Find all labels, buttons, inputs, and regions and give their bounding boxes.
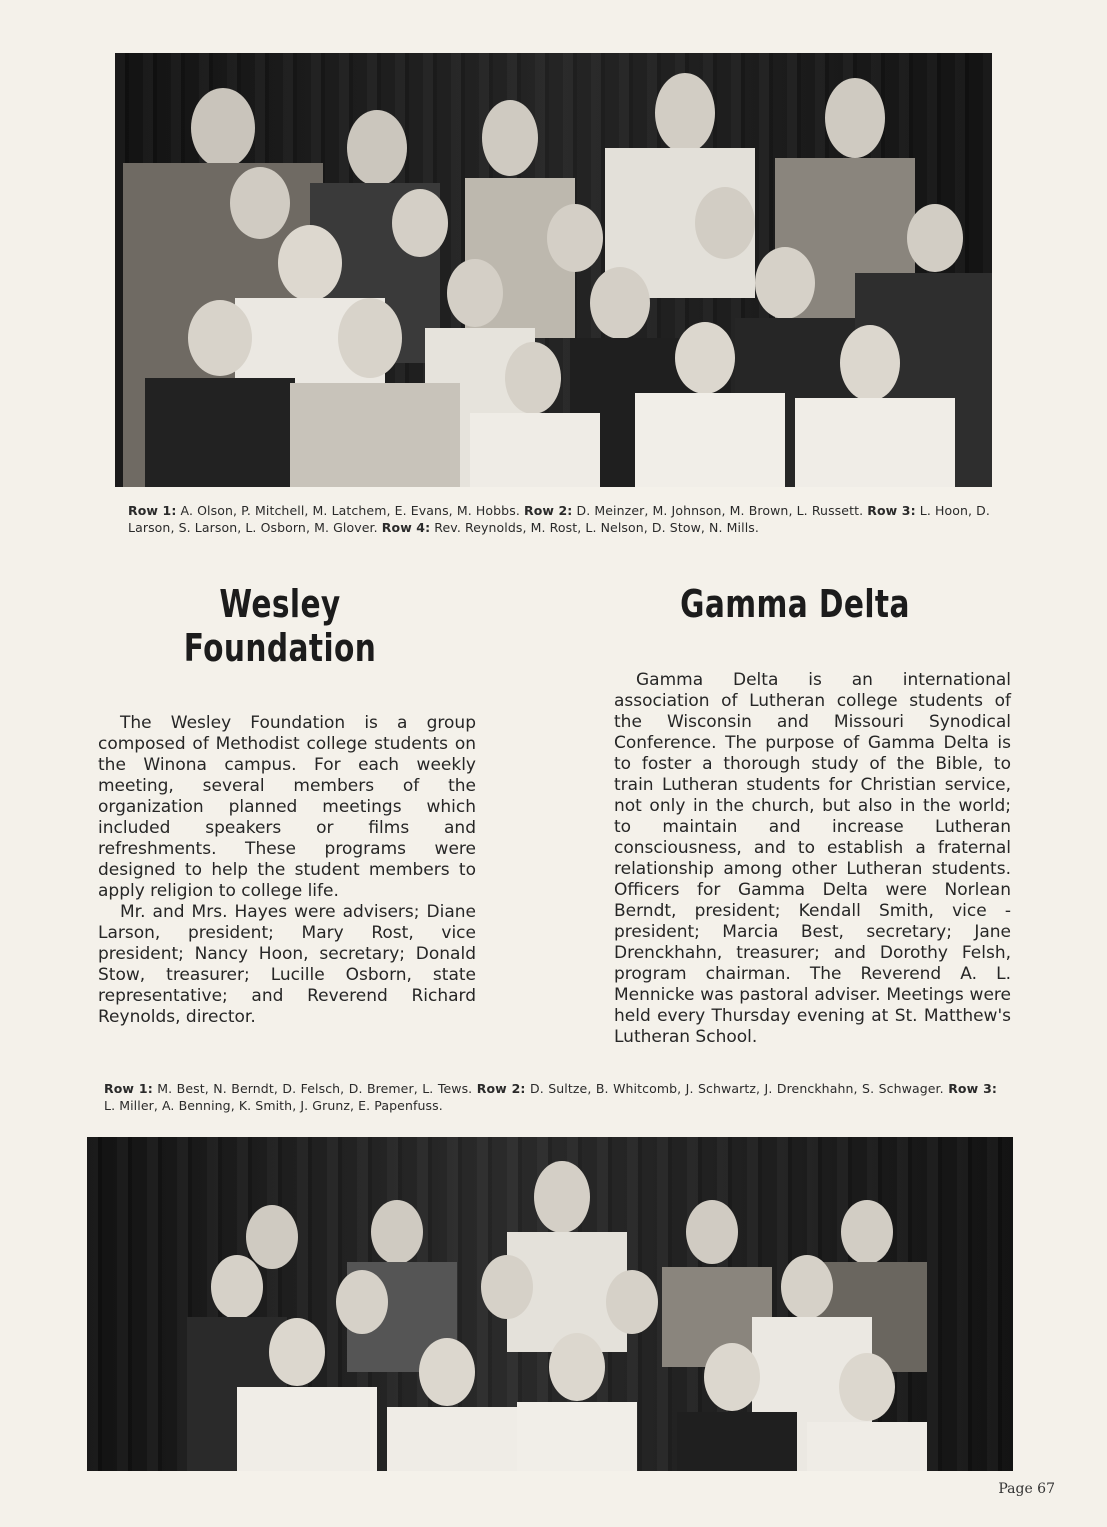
wesley-photo-caption xyxy=(128,502,990,536)
gamma-body xyxy=(614,670,1011,1048)
caption-row-names: L. Miller, A. Benning, K. Smith, J. Grunz, E. Papenfuss. xyxy=(104,1098,443,1113)
caption-row-names: M. Best, N. Berndt, D. Felsch, D. Bremer, L. Tews. xyxy=(157,1081,473,1096)
caption-row-label: Row 3: xyxy=(948,1081,997,1096)
wesley-paragraph: The Wesley Foundation is a group composed of Methodist college students on the Winona campus. For each weekly meeting, several members of the organization planned meetings which included speakers or films and refreshments. These programs were designed to help the student members to apply religion to college life. xyxy=(98,713,476,901)
wesley-title: Wesley Foundation xyxy=(183,582,377,670)
gamma-photo-caption xyxy=(104,1080,997,1114)
page-number: Page 67 xyxy=(998,1481,1055,1497)
gamma-title: Gamma Delta xyxy=(680,582,910,626)
caption-row-label: Row 2: xyxy=(523,503,573,518)
gamma-group-photo xyxy=(87,1137,1013,1471)
caption-row-names: D. Meinzer, M. Johnson, M. Brown, L. Russett. xyxy=(576,503,864,518)
caption-row-names: L. Hoon, D. Larson, S. Larson, L. Osborn, M. Glover. xyxy=(128,503,990,535)
photo-placeholder-icon xyxy=(115,53,992,487)
caption-row-names: D. Sultze, B. Whitcomb, J. Schwartz, J. Drenckhahn, S. Schwager. xyxy=(529,1081,944,1096)
wesley-body xyxy=(98,713,476,1028)
caption-row-label: Row 1: xyxy=(128,503,177,518)
wesley-paragraph: Mr. and Mrs. Hayes were advisers; Diane Larson, president; Mary Rost, vice president; Nancy Hoon, secretary; Donald Stow, treasurer; Lucille Osborn, state representative; and Reverend Richard Reynolds, director. xyxy=(98,902,476,1027)
caption-row-label: Row 3: xyxy=(867,503,916,518)
caption-row-names: Rev. Reynolds, M. Rost, L. Nelson, D. Stow, N. Mills. xyxy=(434,520,759,535)
caption-row-label: Row 2: xyxy=(476,1081,526,1096)
caption-row-label: Row 1: xyxy=(104,1081,153,1096)
caption-row-names: A. Olson, P. Mitchell, M. Latchem, E. Evans, M. Hobbs. xyxy=(180,503,520,518)
caption-row-label: Row 4: xyxy=(381,520,431,535)
photo-placeholder-icon xyxy=(87,1137,1013,1471)
gamma-paragraph: Gamma Delta is an international association of Lutheran college students of the Wisconsin and Missouri Synodical Conference. The purpose of Gamma Delta is to foster a thorough study of the Bible, to train Lutheran students for Christian service, not only in the church, but also in the world; to maintain and increase Lutheran consciousness, and to establish a fraternal relationship among other Lutheran students. Officers for Gamma Delta were Norlean Berndt, president; Kendall Smith, vice - president; Marcia Best, secretary; Jane Drenckhahn, treasurer; and Dorothy Felsh, program chairman. The Reverend A. L. Mennicke was pastoral adviser. Meetings were held every Thursday evening at St. Matthew's Lutheran School. xyxy=(614,670,1011,1047)
wesley-group-photo xyxy=(115,53,992,487)
